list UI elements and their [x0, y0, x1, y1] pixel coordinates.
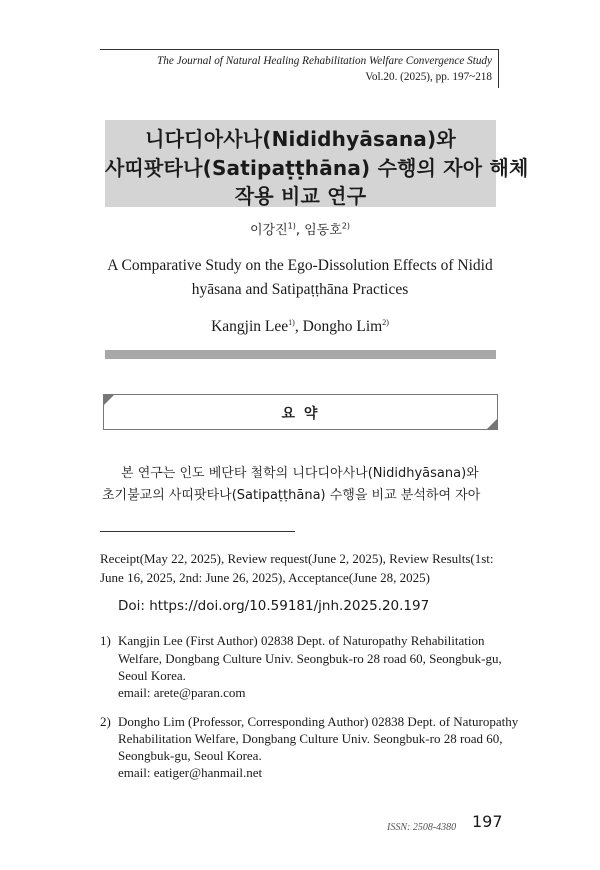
- korean-title-block: [105, 120, 529, 208]
- doi-link[interactable]: Doi: https://doi.org/10.59181/jnh.2025.20.197: [118, 598, 430, 614]
- abstract-text-line-1: 본 연구는 인도 베단타 철학의 니다디아사나(Nididhyāsana)와: [121, 466, 479, 481]
- journal-header: [100, 49, 499, 88]
- author-2-en-marker: 2): [382, 317, 389, 327]
- korean-title-line-1: 니다디아사나(Nididhyāsana)와: [145, 127, 456, 151]
- footnote-1-line-2: Welfare, Dongbang Culture Univ. Seongbuk-ro 28 road 60, Seongbuk-gu,: [118, 651, 502, 666]
- footnote-2-email[interactable]: email: eatiger@hanmail.net: [118, 765, 263, 780]
- issn: ISSN: 2508-4380: [387, 822, 457, 833]
- abstract-heading: 요 약: [281, 406, 320, 422]
- footnote-1-marker: 1): [100, 633, 111, 648]
- korean-title-line-2: 사띠팟타나(Satipaṭṭhāna) 수행의 자아 해체: [105, 156, 529, 180]
- author-2-ko-marker: 2): [341, 221, 351, 231]
- receipt-line-1: Receipt(May 22, 2025), Review request(June 2, 2025), Review Results(1st:: [100, 551, 494, 566]
- abstract-text-line-2: 초기불교의 사띠팟타나(Satipaṭṭhāna) 수행을 비교 분석하여 자아: [102, 488, 481, 503]
- footnote-rule: [100, 531, 295, 532]
- author-2-en: Dongho Lim: [302, 318, 383, 335]
- footnote-2-line-2: Rehabilitation Welfare, Dongbang Culture Univ. Seongbuk-ro 28 road 60,: [118, 731, 503, 746]
- author-1-ko: 이강진: [249, 223, 288, 238]
- korean-title-line-3: 작용 비교 연구: [234, 184, 367, 208]
- footnote-1-line-3: Seoul Korea.: [118, 668, 186, 683]
- receipt-line-2: June 16, 2025, 2nd: June 26, 2025), Acceptance(June 28, 2025): [100, 570, 430, 585]
- abstract-heading-box: [103, 394, 498, 430]
- footnote-2-marker: 2): [100, 714, 111, 729]
- author-separator-ko: ,: [295, 223, 305, 238]
- author-1-en-marker: 1): [288, 317, 295, 327]
- footnote-1-line-1: Kangjin Lee (First Author) 02838 Dept. of Naturopathy Rehabilitation: [118, 633, 485, 648]
- korean-authors: [0, 219, 600, 238]
- footnote-2-line-3: Seongbuk-gu, Seoul Korea.: [118, 748, 262, 763]
- author-2-ko: 임동호: [304, 223, 342, 238]
- footnote-1-email[interactable]: email: arete@paran.com: [118, 685, 246, 700]
- english-title-line-2: hyāsana and Satipaṭṭhāna Practices: [191, 281, 409, 298]
- english-authors: [0, 318, 600, 336]
- page-number: 197: [472, 812, 503, 831]
- section-divider-bar: [105, 350, 496, 359]
- author-separator-en: ,: [294, 318, 303, 335]
- journal-title: The Journal of Natural Healing Rehabilitation Welfare Convergence Study: [157, 55, 492, 67]
- author-1-ko-marker: 1): [287, 221, 296, 231]
- footnote-2-line-1: Dongho Lim (Professor, Corresponding Author) 02838 Dept. of Naturopathy: [118, 714, 519, 729]
- author-1-en: Kangjin Lee: [211, 318, 289, 335]
- english-title-line-1: A Comparative Study on the Ego-Dissolution Effects of Nidid: [107, 257, 493, 274]
- volume-info: Vol.20. (2025), pp. 197~218: [365, 71, 492, 83]
